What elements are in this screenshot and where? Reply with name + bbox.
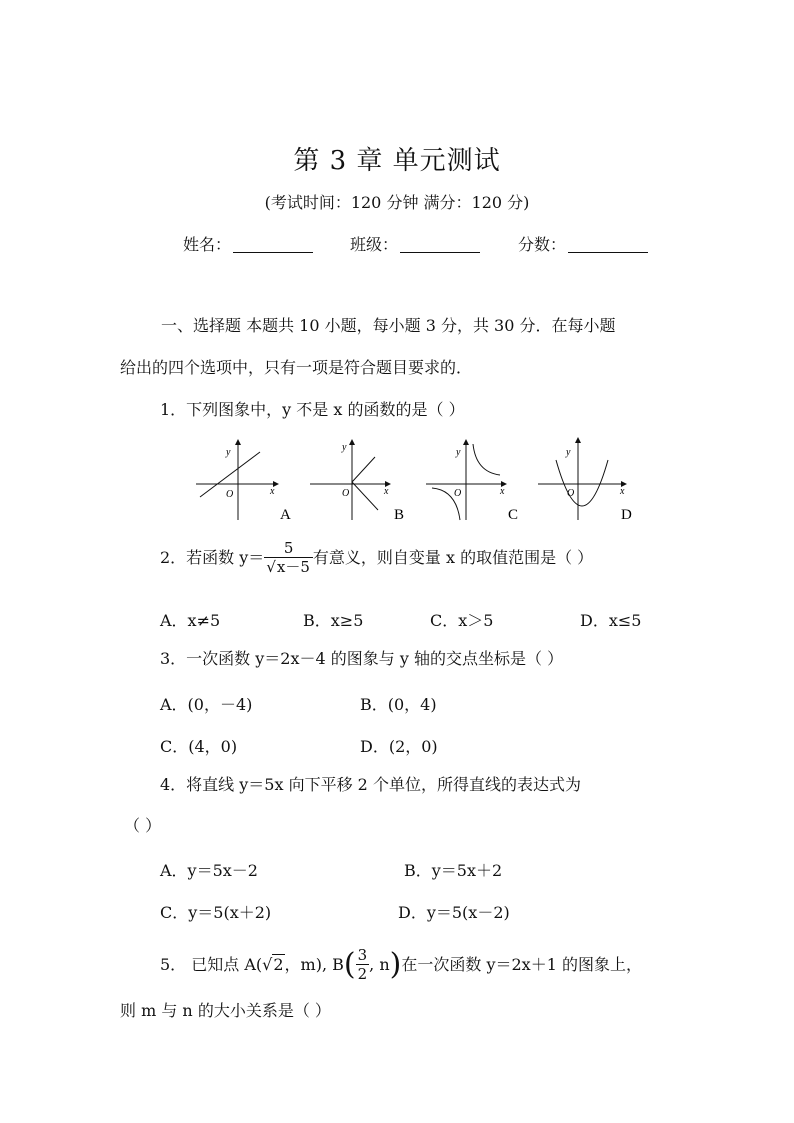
graph-b-origin: O (342, 488, 350, 499)
graph-c-x-label: x (500, 486, 505, 497)
graph-a-letter: A (280, 507, 291, 523)
class-blank (400, 236, 480, 253)
q2-option-a: A．x≠5 (160, 611, 221, 630)
graph-a-origin: O (226, 489, 234, 500)
q3-stem: 3．一次函数 y＝2x－4 的图象与 y 轴的交点坐标是（ ） (160, 649, 564, 668)
q3-option-d: D．(2，0) (360, 737, 438, 756)
score-field (518, 232, 648, 255)
q4-option-b: B．y＝5x＋2 (404, 861, 503, 880)
q2-fraction (264, 540, 313, 576)
q3-option-a: A．(0，－4) (160, 695, 253, 714)
q1-graphs (180, 432, 660, 527)
q1-stem: 1．下列图象中，y 不是 x 的函数的是（ ） (160, 400, 465, 419)
q5-part4: 在一次函数 y＝2x＋1 的图象上， (401, 955, 642, 974)
q4-stem-line1: 4．将直线 y＝5x 向下平移 2 个单位，所得直线的表达式为 (160, 775, 581, 794)
left-paren-icon: ( (343, 947, 356, 982)
q5-stem-line2: 则 m 与 n 的大小关系是（ ） (120, 1001, 331, 1020)
q3-option-c: C．(4，0) (160, 737, 238, 756)
q2-prefix: 2．若函数 y＝ (160, 548, 265, 567)
q5-part3: , n (369, 955, 390, 974)
q5-fraction (356, 947, 370, 983)
graph-d-letter: D (621, 507, 632, 523)
right-paren-icon: ) (389, 947, 402, 982)
q5-sqrt-arg: 2 (273, 955, 284, 974)
q3-option-b: B．(0，4) (360, 695, 437, 714)
section-intro-line1: 一、选择题 本题共 10 小题，每小题 3 分，共 30 分．在每小题 (161, 316, 616, 335)
radical-icon: √ (266, 558, 276, 576)
q5-stem-line1 (160, 947, 642, 983)
name-blank (233, 236, 313, 253)
q2-stem (160, 540, 593, 576)
graph-b-y-label: y (342, 442, 347, 453)
graph-b (310, 440, 404, 523)
graph-c-origin: O (454, 488, 462, 499)
sqrt-icon: √ (262, 955, 273, 974)
q2-option-d: D．x≤5 (580, 611, 642, 630)
score-blank (568, 236, 648, 253)
class-label: 班级： (350, 235, 399, 254)
q2-option-c: C．x＞5 (430, 611, 494, 630)
graph-d-origin: O (567, 488, 575, 499)
class-field (350, 232, 480, 255)
q5-frac-den: 2 (357, 965, 368, 983)
graph-c-letter: C (508, 507, 519, 523)
score-label: 分数： (518, 235, 567, 254)
graph-b-x-label: x (384, 486, 389, 497)
graph-d-parabola (556, 460, 608, 506)
name-field (183, 232, 313, 255)
q5-part1: 5． 已知点 A( (160, 955, 263, 974)
graph-d-x-label: x (620, 486, 625, 497)
graph-a-y-label: y (226, 447, 231, 458)
graph-c-y-label: y (456, 447, 461, 458)
graph-a-x-label: x (270, 486, 275, 497)
graph-a (196, 440, 291, 523)
section-intro-line2: 给出的四个选项中，只有一项是符合题目要求的． (120, 358, 473, 377)
graph-c (426, 440, 518, 523)
graph-d (538, 438, 632, 523)
q4-option-c: C．y＝5(x＋2) (160, 903, 272, 922)
q5-frac-num: 3 (357, 946, 368, 964)
page-title: 第 3 章 单元测试 (293, 146, 501, 176)
q2-denominator (264, 557, 313, 576)
q4-stem-line2: （ ） (124, 816, 162, 835)
q2-suffix: 有意义，则自变量 x 的取值范围是（ ） (312, 548, 594, 567)
q2-numerator: 5 (283, 539, 294, 557)
q4-option-a: A．y＝5x－2 (160, 861, 258, 880)
graph-b-letter: B (394, 507, 405, 523)
q5-part2: ，m), B (284, 955, 344, 974)
graph-c-branch-upper (473, 444, 500, 475)
exam-info: (考试时间：120 分钟 满分：120 分) (264, 193, 530, 212)
q2-option-b: B．x≥5 (303, 611, 364, 630)
q2-radicand: x－5 (276, 558, 310, 576)
graph-d-y-label: y (566, 447, 571, 458)
name-label: 姓名： (183, 235, 232, 254)
q4-option-d: D．y＝5(x－2) (398, 903, 510, 922)
